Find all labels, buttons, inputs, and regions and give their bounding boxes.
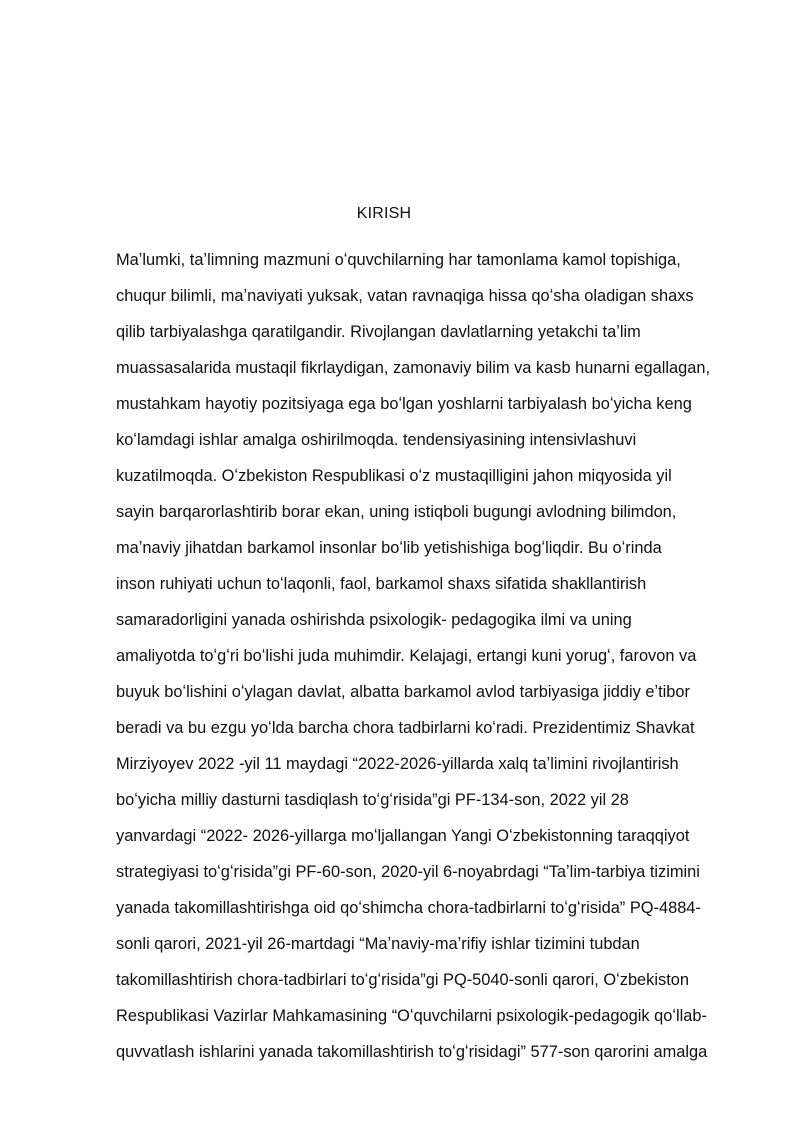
paragraph-line: strategiyasi toʻgʻrisida”gi PF-60-son, 2020-yil 6-noyabrdagi “Taʼlim-tarbiya tizimini [116,863,700,881]
paragraph-line: boʻyicha milliy dasturni tasdiqlash toʻgʻrisida”gi PF-134-son, 2022 yil 28 [116,791,629,809]
paragraph-line: Mirziyoyev 2022 -yil 11 maydagi “2022-2026-yillarda xalq taʼlimini rivojlantirish [116,755,679,773]
paragraph-line: kuzatilmoqda. Oʻzbekiston Respublikasi oʻz mustaqilligini jahon miqyosida yil [116,467,672,485]
paragraph-line: buyuk boʻlishini oʻylagan davlat, albatta barkamol avlod tarbiyasiga jiddiy eʼtibor [116,683,691,701]
paragraph-line: maʼnaviy jihatdan barkamol insonlar boʻlib yetishishiga bogʻliqdir. Bu oʻrinda [116,539,662,557]
section-heading: KIRISH [356,205,412,222]
paragraph-line: quvvatlash ishlarini yanada takomillashtirish toʻgʻrisidagi” 577-son qarorini amalga [116,1043,708,1061]
paragraph-line: yanada takomillashtirishga oid qoʻshimcha chora-tadbirlarni toʻgʻrisida” PQ-4884- [116,899,701,917]
paragraph-line: Maʼlumki, taʼlimning mazmuni oʻquvchilarning har tamonlama kamol topishiga, [116,251,681,269]
paragraph-line: amaliyotda toʻgʻri boʻlishi juda muhimdir. Kelajagi, ertangi kuni yorugʻ, farovon va [116,647,697,665]
paragraph-line: muassasalarida mustaqil fikrlaydigan, zamonaviy bilim va kasb hunarni egallagan, [116,359,711,377]
paragraph-line: beradi va bu ezgu yoʻlda barcha chora tadbirlarni koʻradi. Prezidentimiz Shavkat [116,719,695,737]
paragraph-line: Respublikasi Vazirlar Mahkamasining “Oʻquvchilarni psixologik-pedagogik qoʻllab- [116,1007,707,1025]
paragraph-line: inson ruhiyati uchun toʻlaqonli, faol, barkamol shaxs sifatida shakllantirish [116,575,647,593]
body-paragraph [116,242,756,1070]
paragraph-line: mustahkam hayotiy pozitsiyaga ega boʻlgan yoshlarni tarbiyalash boʻyicha keng [116,395,692,413]
paragraph-line: sonli qarori, 2021-yil 26-martdagi “Maʼnaviy-maʼrifiy ishlar tizimini tubdan [116,935,640,953]
paragraph-line: yanvardagi “2022- 2026-yillarga moʻljallangan Yangi Oʻzbekistonning taraqqiyot [116,827,690,845]
paragraph-line: qilib tarbiyalashga qaratilgandir. Rivojlangan davlatlarning yetakchi taʼlim [116,323,641,341]
paragraph-line: chuqur bilimli, maʼnaviyati yuksak, vatan ravnaqiga hissa qoʻsha oladigan shaxs [116,287,694,305]
paragraph-line: sayin barqarorlashtirib borar ekan, uning istiqboli bugungi avlodning bilimdon, [116,503,677,521]
paragraph-line: samaradorligini yanada oshirishda psixologik- pedagogika ilmi va uning [116,611,632,629]
paragraph-line: takomillashtirish chora-tadbirlari toʻgʻrisida”gi PQ-5040-sonli qarori, Oʻzbekiston [116,971,689,989]
paragraph-line: koʻlamdagi ishlar amalga oshirilmoqda. tendensiyasining intensivlashuvi [116,431,637,449]
